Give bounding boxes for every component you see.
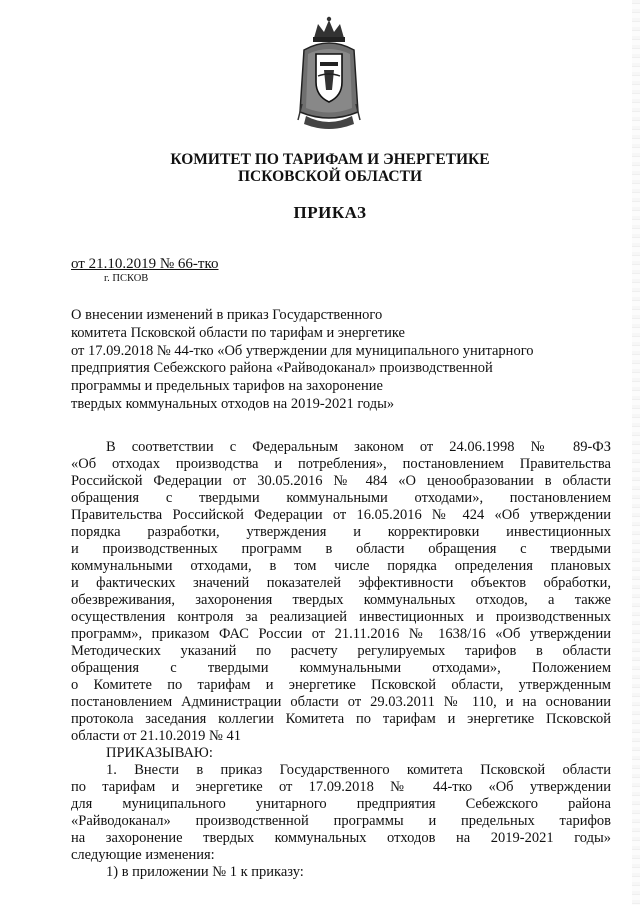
orders-heading: ПРИКАЗЫВАЮ: [106,745,213,761]
coat-of-arms-emblem [296,16,362,134]
body-line: области от 21.10.2019 № 41 [71,728,241,744]
body-line: по тарифам и энергетике от 17.09.2018 № 44-тко «Об утверждении [71,779,611,795]
body-line: обращения с твердыми коммунальными отходами», постановлением [71,490,611,506]
scan-edge [632,0,640,905]
body-line: и фактических значений показателей эффективности объектов обработки, [71,575,611,591]
body-line: постановлением Администрации области от 29.03.2011 № 110, и на основании [71,694,611,710]
subject-line: твердых коммунальных отходов на 2019-2021 годы» [71,396,395,412]
org-name-line-2: ПСКОВСКОЙ ОБЛАСТИ [237,168,422,185]
body-line: «Райводоканал» производственной программы и предельных тарифов [71,813,611,829]
body-line: осуществления контроля за реализацией инвестиционных и производственных [71,609,611,625]
body-line: «Об отходах производства и потребления», постановлением Правительства [71,456,611,472]
body-line: порядка разработки, утверждения и корректировки инвестиционных [71,524,611,540]
city-label: г. ПСКОВ [104,273,149,284]
subject-line: комитета Псковской области по тарифам и энергетике [71,325,405,341]
body-line: 1) в приложении № 1 к приказу: [106,864,304,880]
body-line: на захоронение твердых коммунальных отходов на 2019-2021 годы» [71,830,611,846]
order-date-number: от 21.10.2019 № 66-тко [71,256,219,272]
body-line: коммунальными отходами, в том числе порядка определения плановых [71,558,611,574]
body-line: Правительства Российской Федерации от 16.05.2016 № 424 «Об утверждении [71,507,611,523]
subject-line: программы и предельных тарифов на захоронение [71,378,383,394]
subject-line: О внесении изменений в приказ Государственного [71,307,383,323]
subject-line: предприятия Себежского района «Райводоканал» производственной [71,360,493,376]
org-name-line-1: КОМИТЕТ ПО ТАРИФАМ И ЭНЕРГЕТИКЕ [170,151,490,168]
body-line: протокола заседания коллегии Комитета по тарифам и энергетике Псковской [71,711,611,727]
body-line: Российской Федерации от 30.05.2016 № 484 «О ценообразовании в области [71,473,611,489]
body-line: о Комитете по тарифам и энергетике Псковской области, утвержденным [71,677,611,693]
document-type-title: ПРИКАЗ [293,203,367,222]
body-line: Методических указаний по расчету регулируемых тарифов в области [71,643,611,659]
body-line: В соответствии с Федеральным законом от 24.06.1998 № 89-ФЗ [106,439,611,455]
body-line: обезвреживания, захоронения твердых коммунальных отходов, а также [71,592,611,608]
body-line: программ», приказом ФАС России от 21.11.2016 № 1638/16 «Об утверждении [71,626,611,642]
body-line: обращения с твердыми коммунальными отходами», Положением [71,660,611,676]
subject-line: от 17.09.2018 № 44-тко «Об утверждении для муниципального унитарного [71,343,534,359]
body-line: следующие изменения: [71,847,215,863]
body-line: для муниципального унитарного предприятия Себежского района [71,796,611,812]
body-line: и производственных программ в области обращения с твердыми [71,541,611,557]
body-line: 1. Внести в приказ Государственного комитета Псковской области [106,762,611,778]
